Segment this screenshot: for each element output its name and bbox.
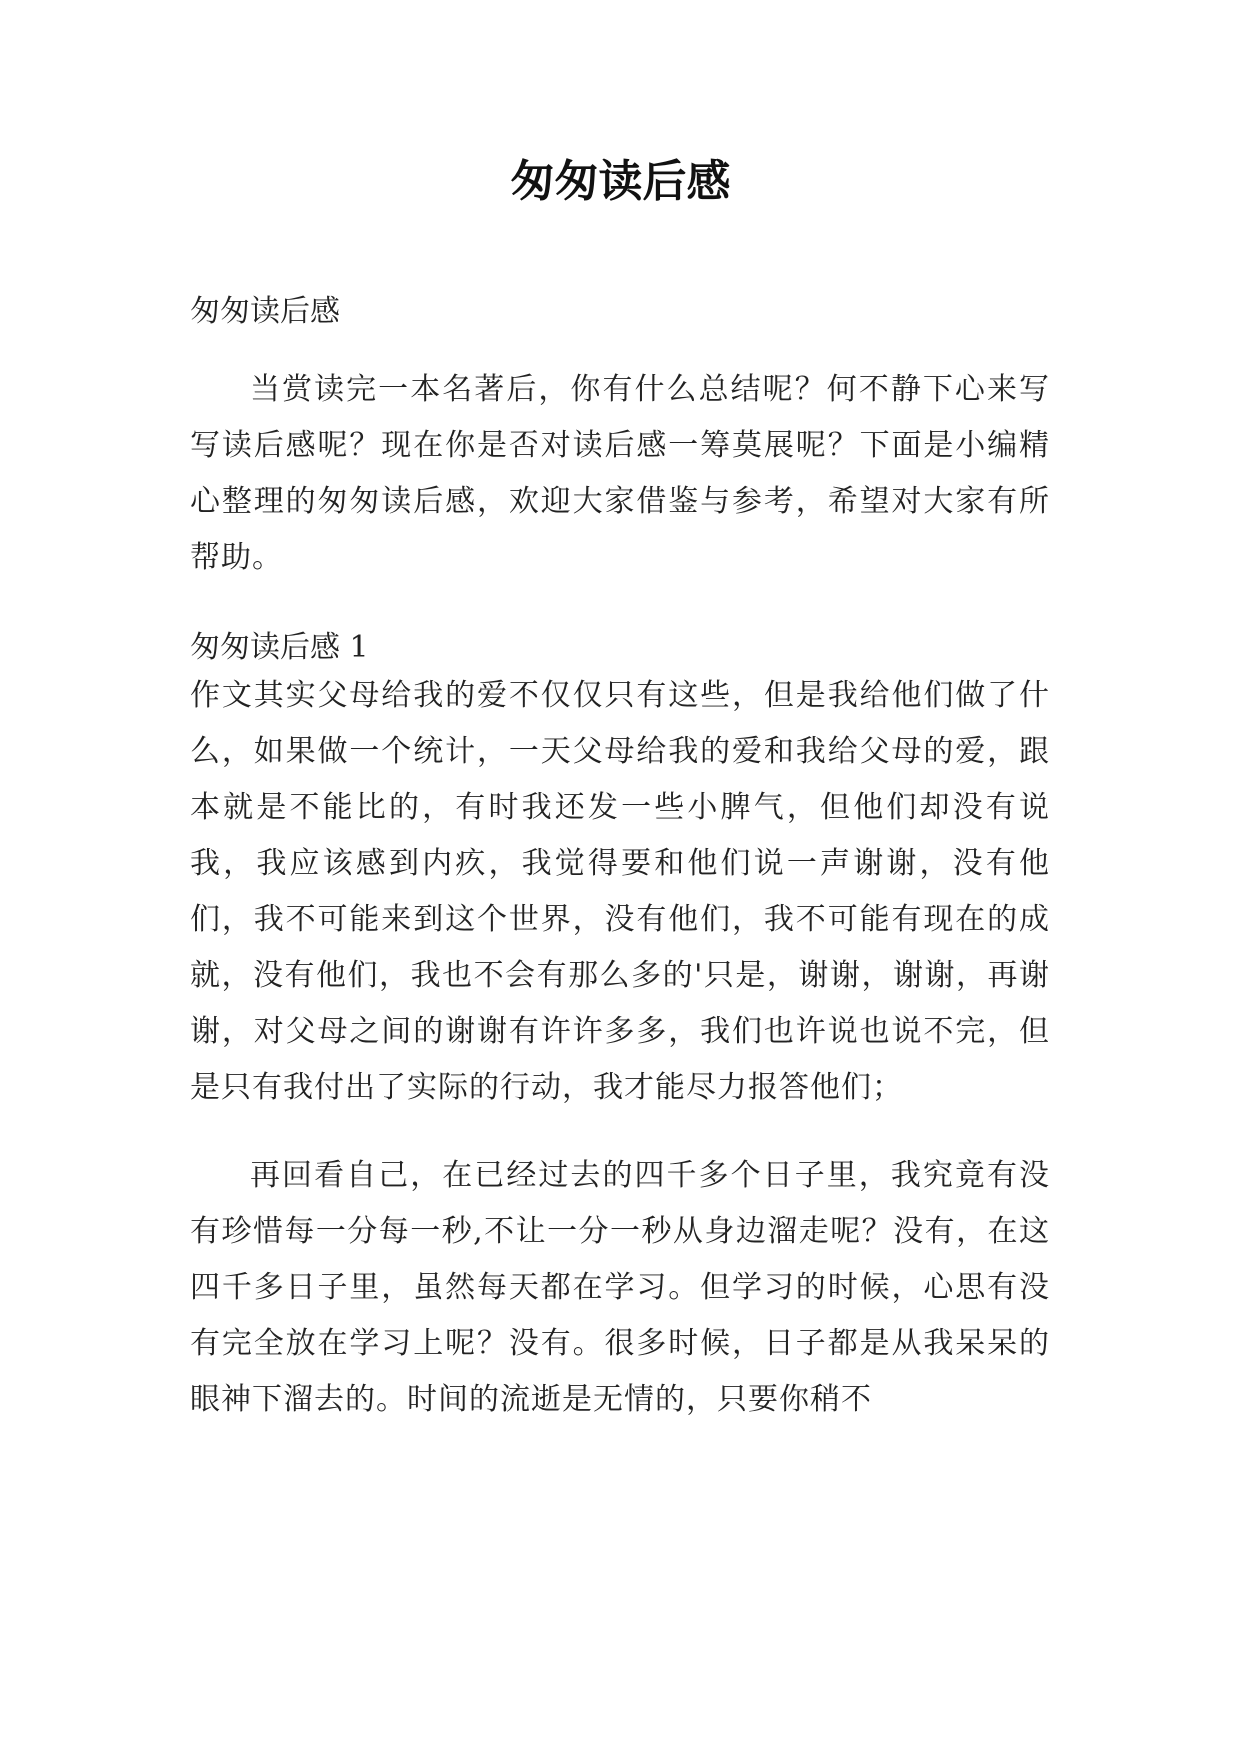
section-heading-1: 匆匆读后感 1 <box>190 630 369 665</box>
section-1-paragraph-2: 再回看自己，在已经过去的四千多个日子里，我究竟有没有珍惜每一分每一秒,不让一分一秒从身边溜走呢？没有，在这四千多日子里，虽然每天都在学习。但学习的时候，心思有没有完全放在学习上呢？没有。很多时候，日子都是从我呆呆的眼神下溜去的。时间的流逝是无情的，只要你稍不 <box>190 1158 1050 1417</box>
intro-paragraph: 当赏读完一本名著后，你有什么总结呢？何不静下心来写写读后感呢？现在你是否对读后感一筹莫展呢？下面是小编精心整理的匆匆读后感，欢迎大家借鉴与参考，希望对大家有所帮助。 <box>190 372 1050 575</box>
section-1-paragraph-1: 作文其实父母给我的爱不仅仅只有这些，但是我给他们做了什么，如果做一个统计，一天父母给我的爱和我给父母的爱，跟本就是不能比的，有时我还发一些小脾气，但他们却没有说我，我应该感到内疚，我觉得要和他们说一声谢谢，没有他们，我不可能来到这个世界，没有他们，我不可能有现在的成就，没有他们，我也不会有那么多的'只是，谢谢，谢谢，再谢谢，对父母之间的谢谢有许许多多，我们也许说也说不完，但是只有我付出了实际的行动，我才能尽力报答他们； <box>190 678 1050 1105</box>
document-subtitle: 匆匆读后感 <box>190 294 340 329</box>
page-title: 匆匆读后感 <box>510 156 731 207</box>
